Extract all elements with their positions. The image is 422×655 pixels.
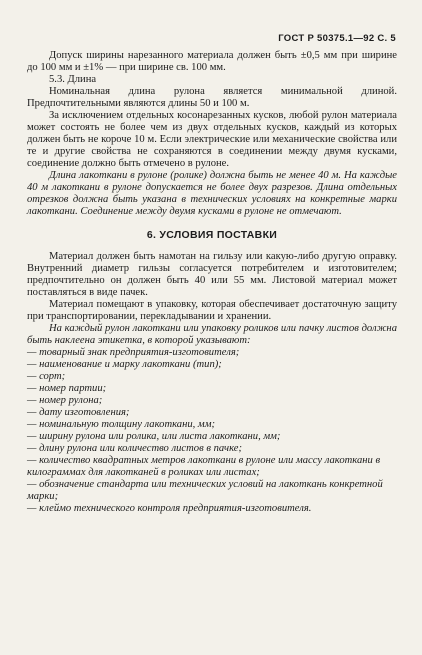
list-item: — клеймо технического контроля предприятия-изготовителя. — [27, 503, 312, 514]
list-item: — длину рулона или количество листов в пачке; — [27, 443, 242, 454]
paragraph-packaging: Материал помещают в упаковку, которая обеспечивает достаточную защиту при транспортировании, перекладывании и хранении. — [27, 299, 397, 322]
paragraph-label-intro: На каждый рулон лакоткани или упаковку роликов или пачку листов должна быть наклеена этикетка, в которой указывают: — [27, 323, 397, 346]
list-item: — наименование и марку лакоткани (тип); — [27, 359, 222, 370]
document-body — [27, 50, 397, 515]
paragraph-roll-length-italic: Длина лакоткани в рулоне (ролике) должна быть не менее 40 м. На каждые 40 м лакоткани в рулоне допускается не более двух разрезов. Длина отдельных отрезков должна быть указана в технических условиях на конкретные марки лакоткани. Соединение между двумя кусками в рулоне не отмечают. — [27, 170, 397, 217]
list-item: — товарный знак предприятия-изготовителя; — [27, 347, 240, 358]
page-header: ГОСТ Р 50375.1—92 С. 5 — [278, 33, 396, 44]
subsection-title-length: 5.3. Длина — [49, 74, 97, 85]
paragraph-winding: Материал должен быть намотан на гильзу или какую-либо другую оправку. Внутренний диаметр гильзы согласуется потребителем и изготовителем; предпочтительно он должен быть 40 или 55 мм. Листовой материал может поставляться в виде пачек. — [27, 251, 397, 298]
list-item: — номинальную толщину лакоткани, мм; — [27, 419, 215, 430]
list-item: — ширину рулона или ролика, или листа лакоткани, мм; — [27, 431, 281, 442]
list-item: — дату изготовления; — [27, 407, 130, 418]
paragraph-pieces: За исключением отдельных косонарезанных кусков, любой рулон материала может состоять не более чем из двух отдельных кусков, каждый из которых должен быть не короче 10 м. Если электрические или механические свойства или те и другие свойства не сохраняются в соединении между двумя кусками, соединение должно быть отмечено в рулоне. — [27, 110, 397, 169]
label-requirements-list — [27, 347, 397, 515]
paragraph-width-tolerance: Допуск ширины нарезанного материала должен быть ±0,5 мм при ширине до 100 мм и ±1% — при ширине св. 100 мм. — [27, 50, 397, 73]
list-item: — обозначение стандарта или технических условий на лакоткань конкретной марки; — [27, 479, 383, 502]
list-item: — количество квадратных метров лакоткани в рулоне или массу лакоткани в килограммах для лакотканей в роликах или листах; — [27, 455, 381, 478]
paragraph-nominal-length: Номинальная длина рулона является минимальной длиной. Предпочтительными являются длины 50 и 100 м. — [27, 86, 397, 109]
section-title: 6. УСЛОВИЯ ПОСТАВКИ — [146, 229, 278, 241]
list-item: — сорт; — [27, 371, 66, 382]
list-item: — номер рулона; — [27, 395, 103, 406]
list-item: — номер партии; — [27, 383, 107, 394]
